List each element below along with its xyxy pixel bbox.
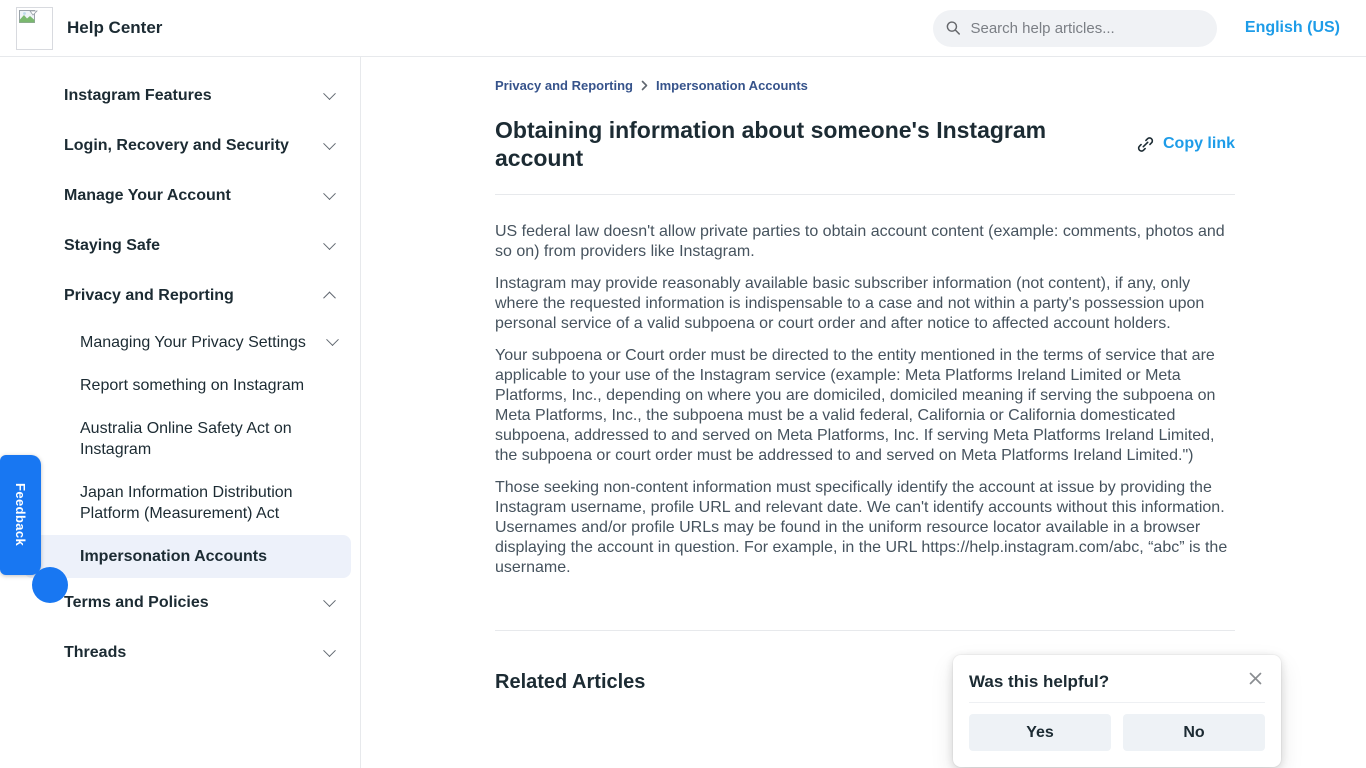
chevron-down-icon: [323, 187, 336, 200]
sidebar-subitem-managing-privacy-settings[interactable]: Managing Your Privacy Settings: [24, 321, 351, 364]
feedback-tab-label: Feedback: [13, 483, 28, 547]
chevron-down-icon: [323, 87, 336, 100]
paragraph-4: Those seeking non-content information must specifically identify the account at issue by providing the Instagram username, profile URL and relevant date. We can't identify accounts without this information. Usernames and/or profile URLs may be found in the uniform resource locator available in a browser displaying the account in question. For example, in the URL https://help.instagram.com/abc, “abc” is the username.: [495, 479, 1228, 576]
sidebar-item-privacy-and-reporting[interactable]: Privacy and Reporting: [0, 271, 360, 321]
helpful-no-button[interactable]: No: [1123, 714, 1265, 751]
related-articles-heading: Related Articles: [495, 671, 646, 693]
breadcrumb-chevron-icon: [640, 80, 649, 91]
helpful-yes-button[interactable]: Yes: [969, 714, 1111, 751]
sidebar-item-terms-and-policies[interactable]: Terms and Policies: [0, 578, 360, 628]
chevron-up-icon: [323, 291, 336, 304]
chevron-down-icon: [323, 594, 336, 607]
sidebar-item-manage-your-account[interactable]: Manage Your Account: [0, 171, 360, 221]
breadcrumb-impersonation-accounts[interactable]: Impersonation Accounts: [655, 78, 808, 93]
sidebar-item-threads[interactable]: Threads: [0, 628, 360, 678]
close-icon[interactable]: [1246, 669, 1265, 688]
sidebar-item-staying-safe[interactable]: Staying Safe: [0, 221, 360, 271]
language-selector[interactable]: English (US): [1244, 19, 1340, 36]
link-icon: [1136, 135, 1155, 154]
sidebar-subitem-australia-online-safety-act[interactable]: Australia Online Safety Act on Instagram: [80, 420, 292, 458]
page-title: Obtaining information about someone's Instagram account: [495, 117, 1047, 171]
bottom-divider: [495, 630, 1235, 631]
broken-image-icon: [19, 10, 38, 25]
chevron-down-icon: [323, 137, 336, 150]
chevron-down-icon: [323, 237, 336, 250]
helpful-question: Was this helpful?: [969, 672, 1110, 691]
breadcrumb: [495, 78, 1235, 93]
sidebar-item-login-recovery-security[interactable]: Login, Recovery and Security: [0, 121, 360, 171]
feedback-tab[interactable]: [0, 455, 41, 575]
breadcrumb-privacy-and-reporting[interactable]: Privacy and Reporting: [495, 78, 633, 93]
popup-divider: [969, 702, 1265, 703]
paragraph-2: Instagram may provide reasonably available basic subscriber information (not content), if any, only where the requested information is indispensable to a case and not within a party's possession upon personal service of a valid subpoena or court order and after notice to affected account holders.: [495, 275, 1205, 332]
search-input[interactable]: [968, 19, 1203, 38]
chevron-down-icon: [323, 644, 336, 657]
header: [0, 0, 1366, 57]
chevron-down-icon: [326, 333, 339, 346]
sidebar: [0, 57, 361, 768]
logo-broken-image: [16, 7, 53, 50]
cursor-highlight-dot: [32, 567, 68, 603]
article-body: [495, 222, 1235, 578]
sidebar-subitem-report-something[interactable]: Report something on Instagram: [80, 377, 305, 394]
copy-link-label: Copy link: [1162, 135, 1235, 152]
paragraph-3: Your subpoena or Court order must be directed to the entity mentioned in the terms of service that are applicable to your use of the Instagram service (example: Meta Platforms Ireland Limited or Meta Platforms, Inc., depending on where you are domiciled, domiciled meaning if serving the subpoena on Meta Platforms, Inc., the subpoena must be a valid federal, California or California domesticated subpoena, addressed to and served on Meta Platforms, Inc. If serving Meta Platforms Ireland Limited, the subpoena or court order must be addressed to and served on Meta Platforms Ireland Limited."): [495, 347, 1216, 464]
search-bar[interactable]: [933, 10, 1217, 47]
paragraph-1: US federal law doesn't allow private parties to obtain account content (example: comments, photos and so on) from providers like Instagram.: [495, 223, 1225, 260]
title-divider: [495, 194, 1235, 195]
search-icon: [946, 20, 961, 36]
sidebar-subitem-japan-information-distribution[interactable]: Japan Information Distribution Platform (Measurement) Act: [80, 484, 293, 522]
copy-link-button[interactable]: [1136, 135, 1235, 154]
app-title: Help Center: [67, 18, 163, 37]
sidebar-item-instagram-features[interactable]: Instagram Features: [0, 71, 360, 121]
was-this-helpful-popup: [953, 655, 1281, 767]
sidebar-subitem-impersonation-accounts[interactable]: Impersonation Accounts: [24, 535, 351, 578]
main-content: [361, 57, 1366, 711]
